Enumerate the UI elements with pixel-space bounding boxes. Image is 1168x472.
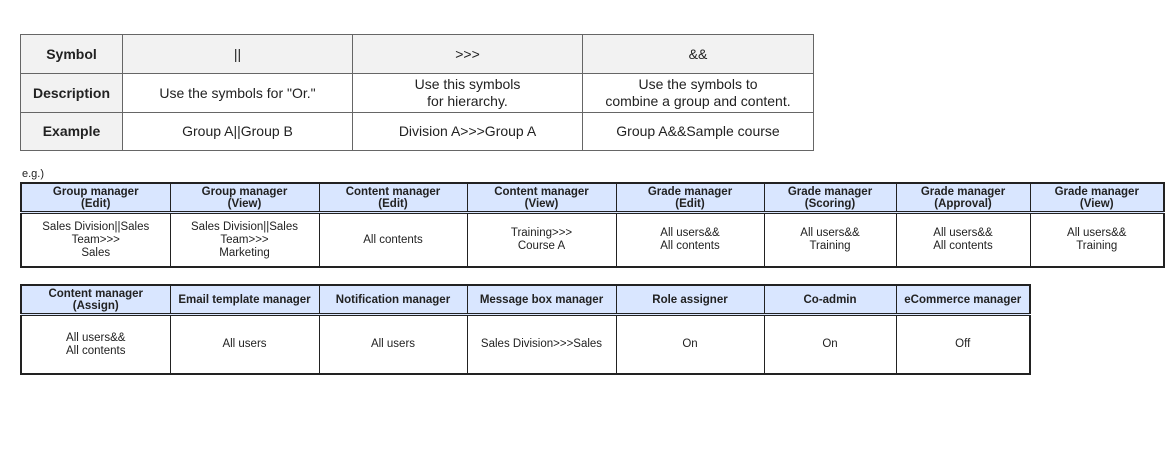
header-line: (Edit) <box>675 197 705 210</box>
header-line: Group manager <box>201 185 288 198</box>
description-or <box>123 74 353 113</box>
header-co-admin: Co-admin <box>764 285 896 315</box>
cell-line: Sales Division||Sales <box>42 220 150 233</box>
header-line: Grade manager <box>647 185 733 198</box>
cell-line: Team>>> <box>71 233 120 246</box>
header-role-assigner: Role assigner <box>616 285 764 315</box>
header-line: Grade manager <box>787 185 873 198</box>
example-hierarchy: Division A>>>Group A <box>353 113 583 151</box>
cell-content-manager-view <box>467 213 616 268</box>
header-content-manager-edit <box>319 183 467 213</box>
row-header-example: Example <box>21 113 123 151</box>
symbol-table <box>20 34 814 151</box>
cell-grade-manager-edit <box>616 213 764 268</box>
symbol-row <box>21 35 814 74</box>
cell-notification-manager: All users <box>319 315 467 375</box>
description-line: Use the symbols to <box>638 76 758 92</box>
header-line: (Scoring) <box>804 197 856 210</box>
description-line: for hierarchy. <box>427 93 508 109</box>
header-line: Grade manager <box>1054 185 1139 198</box>
header-line: Content manager <box>494 185 589 198</box>
example-row <box>21 113 814 151</box>
header-line: (View) <box>524 197 559 210</box>
header-grade-manager-approval <box>896 183 1030 213</box>
cell-line: All contents <box>933 240 993 252</box>
cell-grade-manager-approval <box>896 213 1030 268</box>
cell-role-assigner: On <box>616 315 764 375</box>
cell-line: Marketing <box>219 246 270 259</box>
row-header-description: Description <box>21 74 123 113</box>
header-ecommerce-manager: eCommerce manager <box>896 285 1030 315</box>
cell-co-admin: On <box>764 315 896 375</box>
cell-line: All contents <box>363 233 423 246</box>
header-email-template-manager: Email template manager <box>170 285 319 315</box>
description-line: Use the symbols for "Or." <box>159 84 316 101</box>
cell-line: Sales Division||Sales <box>191 220 298 233</box>
header-row <box>21 183 1164 213</box>
cell-grade-manager-view <box>1030 213 1164 268</box>
header-line: (Approval) <box>934 197 992 210</box>
example-and: Group A&&Sample course <box>583 113 814 151</box>
cell-line: All users&& <box>66 331 126 344</box>
table-row <box>21 213 1164 268</box>
cell-line: Training <box>1076 240 1118 252</box>
header-line: (Edit) <box>81 197 111 210</box>
description-hierarchy <box>353 74 583 113</box>
header-grade-manager-view <box>1030 183 1164 213</box>
header-line: Grade manager <box>920 185 1006 198</box>
cell-line: Course A <box>517 240 566 252</box>
header-content-manager-view <box>467 183 616 213</box>
cell-line: Training>>> <box>510 227 573 239</box>
header-line: (View) <box>1079 197 1114 210</box>
cell-message-box-manager: Sales Division>>>Sales <box>467 315 616 375</box>
description-and <box>583 74 814 113</box>
cell-line: Sales <box>81 246 111 259</box>
cell-line: All users&& <box>660 227 720 239</box>
header-group-manager-view <box>170 183 319 213</box>
cell-content-manager-edit <box>319 213 467 268</box>
table-row <box>21 315 1030 375</box>
cell-grade-manager-scoring <box>764 213 896 268</box>
cell-ecommerce-manager: Off <box>896 315 1030 375</box>
header-content-manager-assign <box>21 285 170 315</box>
description-row <box>21 74 814 113</box>
cell-content-manager-assign <box>21 315 170 375</box>
cell-line: All users&& <box>1067 227 1127 239</box>
cell-group-manager-edit <box>21 213 170 268</box>
header-line: Content manager <box>345 185 441 198</box>
header-line: Group manager <box>52 185 139 198</box>
description-line: combine a group and content. <box>605 93 791 109</box>
cell-line: All contents <box>66 344 126 357</box>
symbol-hierarchy: >>> <box>353 35 583 74</box>
row-header-symbol: Symbol <box>21 35 123 74</box>
cell-line: Training <box>809 240 851 252</box>
symbol-and: && <box>583 35 814 74</box>
eg-label: e.g.) <box>22 168 45 180</box>
example-table-2 <box>20 284 1031 375</box>
header-message-box-manager: Message box manager <box>467 285 616 315</box>
cell-line: All users&& <box>800 227 860 239</box>
cell-group-manager-view <box>170 213 319 268</box>
header-line: (View) <box>227 197 262 210</box>
header-line: (Edit) <box>378 197 408 210</box>
cell-line: Team>>> <box>220 233 269 246</box>
header-row <box>21 285 1030 315</box>
description-line: Use this symbols <box>414 76 521 92</box>
example-table-1 <box>20 182 1165 268</box>
header-line: Content manager <box>48 287 144 300</box>
symbol-or: || <box>123 35 353 74</box>
header-group-manager-edit <box>21 183 170 213</box>
cell-line: All users&& <box>933 227 993 239</box>
example-or: Group A||Group B <box>123 113 353 151</box>
header-grade-manager-scoring <box>764 183 896 213</box>
header-line: (Assign) <box>72 299 119 312</box>
header-grade-manager-edit <box>616 183 764 213</box>
cell-line: All contents <box>660 240 720 252</box>
header-notification-manager: Notification manager <box>319 285 467 315</box>
cell-email-template-manager: All users <box>170 315 319 375</box>
